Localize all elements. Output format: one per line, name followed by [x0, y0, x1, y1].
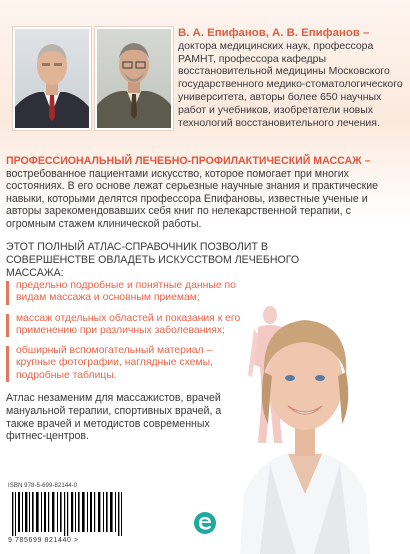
lead-text: востребованное пациентами искусство, которое помогает при многих состояниях. В его основе лежат серьезные научные знания и практические навыки, которыми делятся профессора Епифановы, известные ученые и авторы зарекомендовавших себя книг по нелекарственной терапии, с огромным стажем клинической работы. [6, 167, 379, 230]
author-photo-2 [95, 27, 173, 130]
barcode [6, 481, 134, 547]
barcode-number: 9 785699 821440 > [8, 537, 79, 544]
author-names: В. А. Епифанов, А. В. Епифанов – [178, 27, 370, 39]
isbn-text: ISBN 978-5-699-82144-0 [8, 483, 78, 489]
lead-paragraph [6, 155, 402, 231]
atlas-intro: ЭТОТ ПОЛНЫЙ АТЛАС-СПРАВОЧНИК ПОЗВОЛИТ В СОВЕРШЕНСТВЕ ОВЛАДЕТЬ ИСКУССТВОМ ЛЕЧЕБНОГО МАССАЖА: [6, 241, 300, 279]
publisher-logo-icon [193, 511, 217, 535]
list-item: массаж отдельных областей и показания к его применению при различных заболеваниях; [6, 313, 242, 338]
doctor-photo [200, 254, 410, 554]
audience-text: Атлас незаменим для массажистов, врачей мануальной терапии, спортивных врачей, а также врачей и методистов современных фитнес-центров. [6, 392, 222, 443]
authors-block [178, 27, 404, 129]
list-item: предельно подробные и понятные данные по видам массажа и основным приемам; [6, 280, 242, 305]
lead-highlight: ПРОФЕССИОНАЛЬНЫЙ ЛЕЧЕБНО-ПРОФИЛАКТИЧЕСКИЙ МАССАЖ – [6, 155, 371, 167]
list-item: обширный вспомогательный материал – крупные фотографии, наглядные схемы, подробные таблицы. [6, 345, 242, 382]
author-bio: доктора медицинских наук, профессора РАМНТ, профессора кафедры восстановительной медицины Московского государственного медико-стоматологического университета, авторы более 650 научных работ и учебников, изобретатели новых технологий восстановительного лечения. [178, 39, 403, 129]
author-photo-1 [13, 27, 91, 130]
barcode-bars [10, 492, 130, 536]
